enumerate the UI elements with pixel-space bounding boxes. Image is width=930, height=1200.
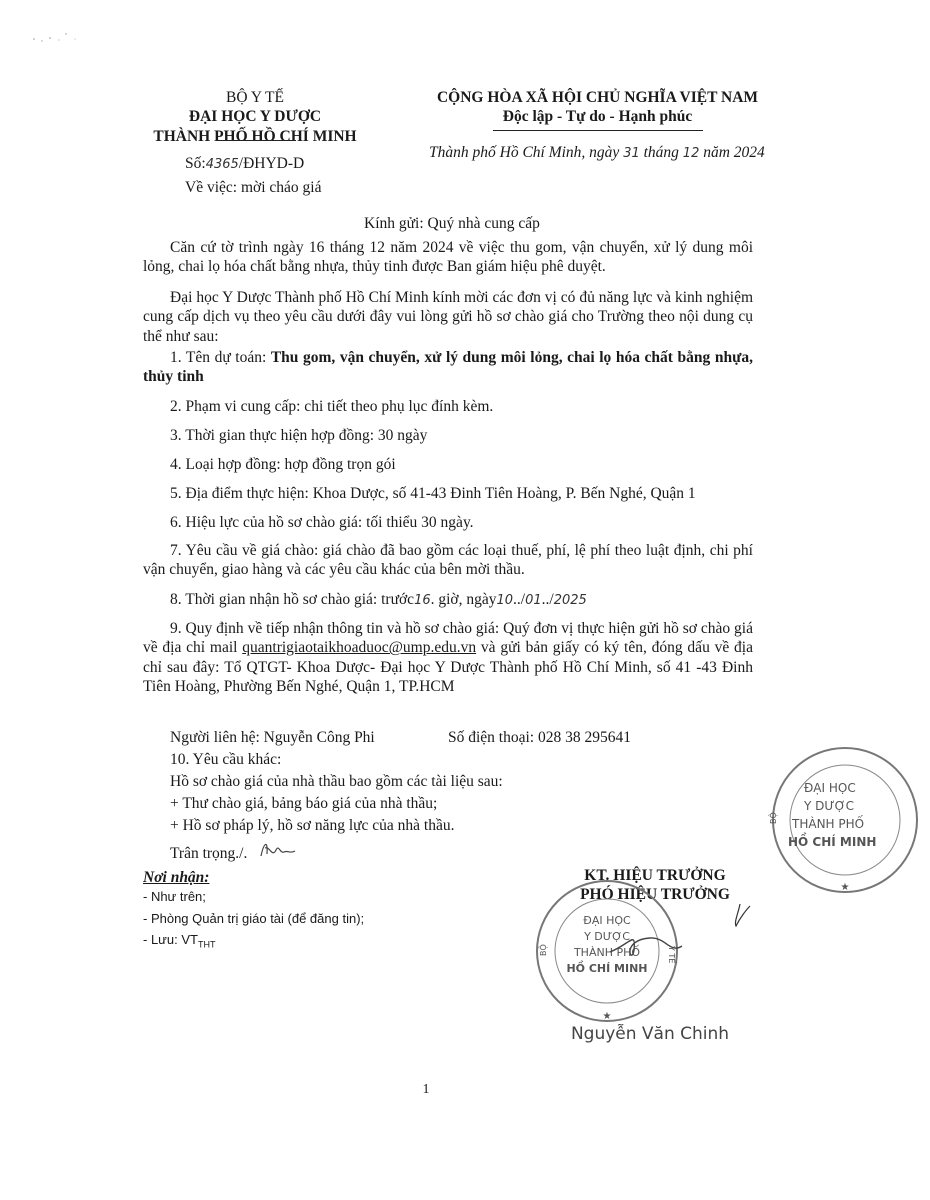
item-8-sep2: ../ [541, 591, 554, 608]
intro-paragraph-2: Đại học Y Dược Thành phố Hồ Chí Minh kính mời các đơn vị có đủ năng lực và kinh nghiệm cung cấp dịch vụ theo yêu cầu dưới đây vui lòng gửi hồ sơ chào giá cho Trường theo nội dung cụ thể như sau: [143, 289, 753, 345]
item-7: 7. Yêu cầu về giá chào: giá chào đã bao gồm các loại thuế, phí, lệ phí theo luật định, chi phí vận chuyển, giao hàng và các yêu cầu khác của bên mời thầu. [143, 542, 753, 579]
date-day-handwritten: 31 [623, 146, 640, 161]
doc-no-suffix: /ĐHYD-D [238, 155, 305, 172]
document-number [185, 154, 304, 173]
recipient-2: - Phòng Quản trị giáo tài (để đăng tin); [143, 910, 365, 926]
item-5: 5. Địa điểm thực hiện: Khoa Dược, số 41-43 Đinh Tiên Hoàng, P. Bến Nghé, Quận 1 [170, 485, 696, 502]
item-2: 2. Phạm vi cung cấp: chi tiết theo phụ lục đính kèm. [170, 398, 494, 415]
stamp-line-4: HỒ CHÍ MINH [566, 962, 648, 975]
edge-stamp-line-4: HỒ CHÍ MINH [788, 835, 877, 849]
contact-person: Người liên hệ: Nguyễn Công Phi [170, 729, 375, 746]
header-right-divider [493, 130, 703, 131]
other-requirements-intro: Hồ sơ chào giá của nhà thầu bao gồm các tài liệu sau: [170, 773, 503, 790]
item-3: 3. Thời gian thực hiện hợp đồng: 30 ngày [170, 427, 428, 444]
item-8-hour: 16 [414, 593, 431, 608]
republic-title: CỘNG HÒA XÃ HỘI CHỦ NGHĨA VIỆT NAM [436, 89, 759, 106]
greeting: Kính gửi: Quý nhà cung cấp [364, 215, 540, 232]
closing: Trân trọng./. [170, 845, 248, 862]
date-year: năm 2024 [703, 144, 765, 161]
edge-stamp-side: BỘ [769, 812, 778, 824]
subject-line: Về việc: mời cháo giá [185, 179, 322, 196]
date-month-handwritten: 12 [682, 146, 700, 161]
header-left-divider [216, 140, 296, 141]
signer-name: Nguyễn Văn Chinh [570, 1024, 730, 1044]
edge-stamp-line-3: THÀNH PHỐ [792, 817, 865, 831]
recipient-3-main: - Lưu: VT [143, 931, 198, 947]
item-1 [143, 348, 753, 387]
item-9-text-b: và gửi bản giấy có ký tên, đóng dấu về địa chỉ sau đây: Tổ QTGT- Khoa Dược- Đại học Y Dược Thành phố Hồ Chí Minh, số 41 -43 Đinh Tiên Hoàng, Phường Bến Nghé, Quận 1, TP.HCM [143, 639, 753, 696]
item-1-label: 1. Tên dự toán: [170, 349, 271, 366]
stamp-line-1: ĐẠI HỌC [583, 914, 631, 927]
page-number: 1 [422, 1082, 430, 1097]
national-motto: Độc lập - Tự do - Hạnh phúc [502, 108, 693, 126]
recipient-1: - Như trên; [143, 889, 206, 905]
recipients-title: Nơi nhận: [143, 869, 210, 886]
item-9 [143, 619, 753, 697]
handwritten-signature [590, 900, 760, 985]
stamp-line-3: THÀNH PHỐ [573, 946, 641, 959]
other-requirement-2: + Hồ sơ pháp lý, hồ sơ năng lực của nhà thầu. [170, 817, 455, 834]
intro-paragraph-1: Căn cứ tờ trình ngày 16 tháng 12 năm 2024 về việc thu gom, vận chuyển, xử lý dung môi lỏng, chai lọ hóa chất bằng nhựa, thủy tinh được Ban giám hiệu phê duyệt. [143, 239, 753, 276]
contact-phone: Số điện thoại: 028 38 295641 [448, 729, 631, 746]
item-8-year: 2025 [553, 593, 587, 608]
item-8 [170, 590, 587, 609]
signature-role-2: PHÓ HIỆU TRƯỞNG [580, 886, 730, 904]
svg-text:★: ★ [602, 1011, 612, 1022]
university-city: THÀNH PHỐ HỒ CHÍ MINH [153, 127, 357, 145]
item-8-mid: . giờ, ngày [430, 591, 497, 608]
stamp-line-2: Y DƯỢC [584, 930, 630, 943]
item-9-text-a: 9. Quy định về tiếp nhận thông tin và hồ sơ chào giá: Quý đơn vị thực hiện gửi hồ sơ chào giá về địa chỉ mail [143, 620, 753, 657]
ministry-name: BỘ Y TẾ [226, 89, 284, 106]
recipients [143, 868, 364, 951]
item-4: 4. Loại hợp đồng: hợp đồng trọn gói [170, 456, 396, 473]
item-8-prefix: 8. Thời gian nhận hồ sơ chào giá: trước [170, 591, 415, 608]
item-1-value: Thu gom, vận chuyển, xử lý dung môi lỏng, chai lọ hóa chất bằng nhựa, thủy tinh [143, 349, 753, 386]
doc-no-handwritten: 4365 [205, 157, 239, 172]
header-left [150, 88, 360, 146]
other-requirements-title: 10. Yêu cầu khác: [170, 751, 282, 768]
header-right [405, 88, 790, 127]
date-month-label: tháng [643, 144, 679, 161]
date-prefix: Thành phố Hồ Chí Minh, ngày [429, 144, 620, 161]
scan-speckles [30, 30, 90, 42]
stamp-side-left: BỘ [539, 944, 548, 956]
university-name: ĐẠI HỌC Y DƯỢC [188, 108, 322, 126]
other-requirement-1: + Thư chào giá, bảng báo giá của nhà thầu; [170, 795, 438, 812]
signature-role-1: KT. HIỆU TRƯỞNG [584, 867, 726, 884]
edge-stamp-line-2: Y DƯỢC [804, 799, 855, 813]
item-8-day: 10 [496, 593, 514, 608]
issue-date [429, 143, 765, 162]
item-9-email-link[interactable]: quantrigiaotaikhoaduoc@ump.edu.vn [242, 639, 477, 657]
doc-no-prefix: Số: [185, 155, 206, 172]
initials-signature [258, 836, 298, 867]
item-6: 6. Hiệu lực của hồ sơ chào giá: tối thiểu 30 ngày. [170, 514, 474, 531]
item-8-sep1: ../ [513, 591, 526, 608]
edge-stamp-line-1: ĐẠI HỌC [804, 781, 856, 795]
item-8-month: 01 [525, 593, 542, 608]
recipient-3 [143, 932, 364, 951]
stamp-side-right: Y TẾ [667, 946, 676, 964]
recipient-3-sub: THT [197, 939, 216, 950]
edge-stamp [760, 740, 877, 900]
svg-text:★: ★ [840, 882, 850, 893]
